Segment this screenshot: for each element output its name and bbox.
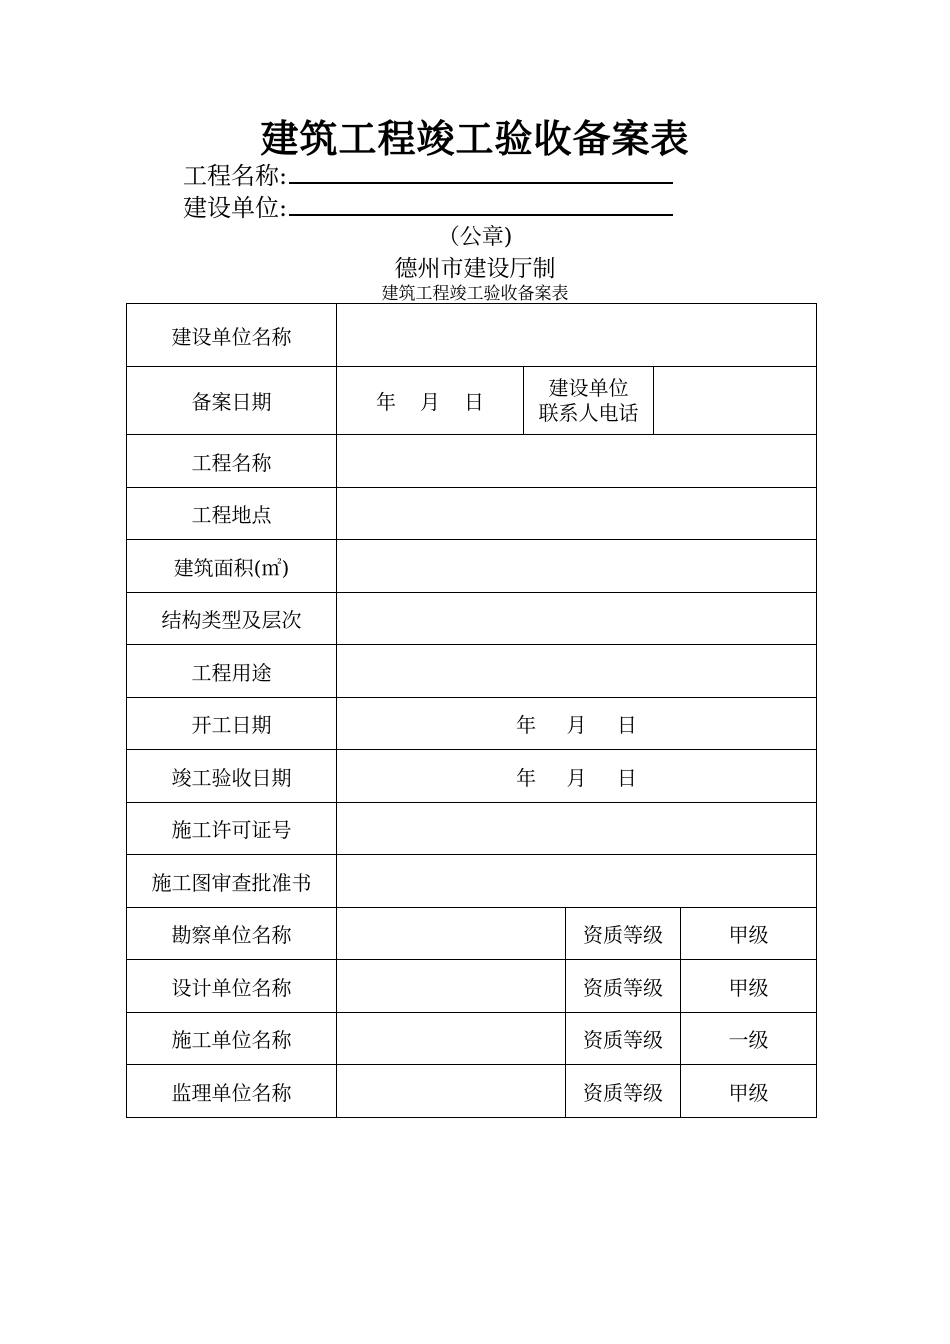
building-area-label: 建筑面积(㎡) — [127, 540, 337, 593]
usage-label: 工程用途 — [127, 645, 337, 698]
qualification-label: 资质等级 — [566, 1065, 681, 1118]
record-date-label: 备案日期 — [127, 367, 337, 435]
start-date-value[interactable] — [337, 698, 817, 750]
year-text: 年 — [516, 713, 537, 737]
month-text: 月 — [566, 765, 587, 790]
table-row — [127, 435, 817, 488]
permit-no-label: 施工许可证号 — [127, 803, 337, 855]
table-row — [127, 1013, 817, 1065]
builder-name-label: 建设单位名称 — [127, 304, 337, 367]
contact-label-line2: 联系人电话 — [538, 400, 639, 425]
project-name-row-label: 工程名称 — [127, 435, 337, 488]
qualification-label: 资质等级 — [566, 960, 681, 1013]
table-row — [127, 645, 817, 698]
table-row — [127, 803, 817, 855]
contact-phone-value[interactable] — [654, 367, 816, 434]
day-text: 日 — [616, 765, 637, 790]
project-name-label: 工程名称: — [183, 162, 288, 190]
supervision-unit-value[interactable] — [337, 1065, 566, 1118]
table-row — [127, 908, 817, 960]
table-row — [127, 367, 817, 435]
record-date-value[interactable] — [337, 367, 524, 434]
usage-value[interactable] — [337, 645, 817, 698]
form-subtitle: 建筑工程竣工验收备案表 — [381, 284, 569, 304]
contact-phone-label — [524, 367, 654, 434]
drawing-approval-label: 施工图审查批准书 — [127, 855, 337, 908]
filing-form-table — [126, 303, 817, 1118]
builder-blank[interactable] — [289, 192, 673, 216]
table-row — [127, 1065, 817, 1118]
record-date-group — [337, 367, 817, 435]
builder-line — [183, 192, 673, 223]
year-text: 年 — [376, 390, 396, 414]
table-row — [127, 593, 817, 645]
project-name-line — [183, 160, 673, 191]
drawing-approval-value[interactable] — [337, 855, 817, 908]
builder-name-value[interactable] — [337, 304, 817, 367]
permit-no-value[interactable] — [337, 803, 817, 855]
table-row — [127, 855, 817, 908]
survey-unit-label: 勘察单位名称 — [127, 908, 337, 960]
survey-unit-grade: 甲级 — [681, 908, 817, 960]
qualification-label: 资质等级 — [566, 1013, 681, 1065]
start-date-label: 开工日期 — [127, 698, 337, 750]
contact-label-line1: 建设单位 — [548, 375, 629, 400]
design-unit-label: 设计单位名称 — [127, 960, 337, 1013]
design-unit-value[interactable] — [337, 960, 566, 1013]
table-row — [127, 488, 817, 540]
seal-text: （公章) — [437, 225, 513, 250]
supervision-unit-grade: 甲级 — [681, 1065, 817, 1118]
project-name-blank[interactable] — [289, 160, 673, 184]
table-row — [127, 304, 817, 367]
supervision-unit-label: 监理单位名称 — [127, 1065, 337, 1118]
completion-date-value[interactable] — [337, 750, 817, 803]
construction-unit-grade: 一级 — [681, 1013, 817, 1065]
month-text: 月 — [566, 713, 587, 737]
year-text: 年 — [516, 765, 537, 790]
structure-label: 结构类型及层次 — [127, 593, 337, 645]
builder-label: 建设单位: — [183, 194, 288, 222]
qualification-label: 资质等级 — [566, 908, 681, 960]
structure-value[interactable] — [337, 593, 817, 645]
construction-unit-label: 施工单位名称 — [127, 1013, 337, 1065]
table-row — [127, 540, 817, 593]
construction-unit-value[interactable] — [337, 1013, 566, 1065]
survey-unit-value[interactable] — [337, 908, 566, 960]
issuer-text: 德州市建设厅制 — [394, 256, 556, 282]
document-title: 建筑工程竣工验收备案表 — [260, 117, 690, 161]
completion-date-label: 竣工验收日期 — [127, 750, 337, 803]
table-row — [127, 698, 817, 750]
project-location-value[interactable] — [337, 488, 817, 540]
project-location-label: 工程地点 — [127, 488, 337, 540]
month-text: 月 — [420, 390, 440, 414]
project-name-value[interactable] — [337, 435, 817, 488]
table-row — [127, 750, 817, 803]
day-text: 日 — [464, 390, 484, 414]
building-area-value[interactable] — [337, 540, 817, 593]
table-row — [127, 960, 817, 1013]
day-text: 日 — [616, 713, 637, 737]
design-unit-grade: 甲级 — [681, 960, 817, 1013]
